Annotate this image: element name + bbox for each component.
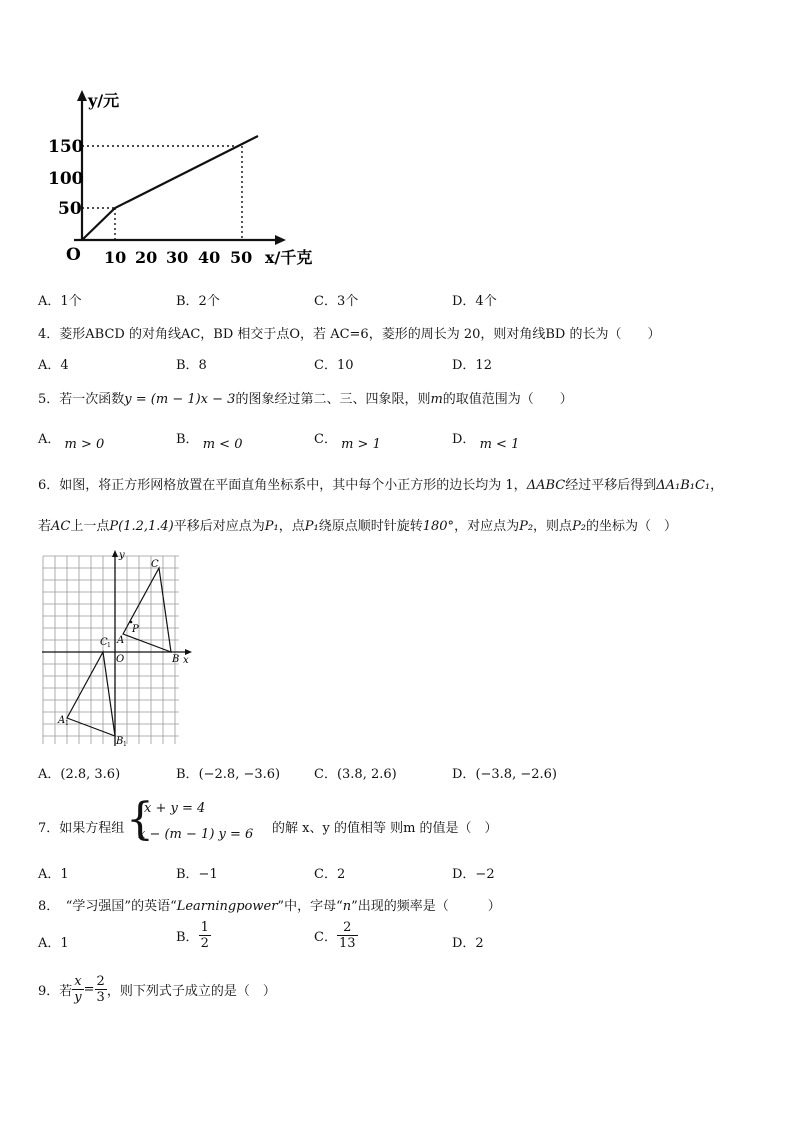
graph1-x-label: x/千克 [265, 248, 313, 267]
q7-eq2: x − (m − 1) y = 6 [138, 827, 254, 842]
q4-option-c[interactable]: C．10 [314, 358, 354, 373]
q6-p1: P₁ [264, 519, 279, 534]
graph1-y-label: y/元 [88, 91, 120, 110]
q5-option-b-label: B． [176, 432, 199, 447]
q7-option-c[interactable]: C．2 [314, 867, 346, 882]
q6-option-a-label: A． [38, 767, 61, 782]
q6-line1a: 6．如图，将正方形网格放置在平面直角坐标系中，其中每个小正方形的边长均为 1， [38, 478, 527, 493]
q5-middle: 的图象经过第二、三、四象限，则 [235, 392, 431, 407]
price-weight-graph [48, 88, 330, 273]
q6-option-b[interactable] [176, 763, 280, 782]
q8-option-c-den: 13 [338, 936, 356, 951]
graph1-function-line [82, 136, 258, 240]
q6-option-d-label: D． [452, 767, 476, 782]
q6-label-a: A [117, 635, 125, 646]
graph1-origin: O [66, 245, 81, 265]
q5-prefix: 5．若一次函数 [38, 392, 125, 407]
q5-option-c-value: m > 1 [341, 437, 381, 452]
graph1-ytick-50: 50 [58, 199, 82, 219]
q7-option-a[interactable]: A．1 [38, 867, 69, 882]
q8-middle: ”中，字母“ [277, 899, 343, 914]
q7-prefix: 7．如果方程组 [38, 821, 125, 836]
q6-line2e: 绕原点顺时针旋转 [318, 519, 423, 534]
q7-option-b[interactable]: B．−1 [176, 867, 218, 882]
q6-p2b: P₂ [572, 519, 587, 534]
q6-question-line2 [38, 515, 677, 534]
q8-option-c[interactable] [314, 920, 358, 951]
graph1-xtick-30: 30 [166, 248, 189, 267]
q6-label-b1-sub: 1 [123, 741, 127, 748]
q6-line1b: 经过平移后得到 [565, 478, 657, 493]
q5-option-b-value: m < 0 [202, 437, 243, 452]
q8-option-c-fraction [337, 920, 358, 951]
q4-option-a[interactable]: A．4 [38, 358, 69, 373]
q9-prefix: 9．若 [38, 984, 73, 999]
graph1-xtick-20: 20 [135, 248, 158, 267]
graph1-x-arrow [275, 235, 286, 245]
q8-letter: n [342, 899, 352, 914]
q5-option-c[interactable] [314, 428, 381, 452]
q9-den1: y [74, 990, 82, 1005]
q5-option-d-value: m < 1 [479, 437, 520, 452]
q6-label-c1: C [100, 637, 108, 648]
graph1-y-arrow [77, 90, 87, 101]
q8-option-c-label: C． [314, 930, 337, 945]
q7-eq1: x + y = 4 [144, 801, 206, 816]
q9-question [38, 974, 276, 1005]
graph1-ytick-100: 100 [48, 169, 84, 189]
q8-suffix: ”出现的频率是（ ） [351, 899, 501, 914]
q8-option-d[interactable]: D．2 [452, 936, 484, 951]
q8-option-b-fraction [199, 920, 211, 951]
q6-label-c1-sub: 1 [107, 642, 111, 649]
q6-label-a1: A [58, 715, 66, 726]
q8-option-b-num: 1 [200, 920, 209, 935]
q6-label-o: O [116, 654, 125, 665]
q4-option-d[interactable]: D．12 [452, 358, 492, 373]
q4-question: 4．菱形ABCD 的对角线AC，BD 相交于点O，若 AC=6，菱形的周长为 20，则对角线BD 的长为（ ） [38, 327, 661, 342]
q6-grid-figure [42, 548, 192, 746]
q6-label-b: B [172, 654, 180, 665]
q6-option-c-value: (3.8, 2.6) [336, 767, 397, 782]
point-p [130, 621, 133, 624]
q5-option-d[interactable] [452, 428, 520, 452]
q6-y-arrow [112, 550, 118, 557]
q6-line2a: 若 [38, 519, 52, 534]
q6-option-a[interactable] [38, 763, 120, 782]
q6-line2d: ，点 [278, 519, 305, 534]
triangle-abc [123, 568, 171, 652]
q7-brace: { [126, 794, 154, 845]
q6-point: P(1.2,1.4) [109, 519, 174, 534]
q6-option-d-value: (−3.8, −2.6) [475, 767, 557, 782]
q8-prefix: 8． “学习强国”的英语“ [38, 899, 177, 914]
q8-option-a[interactable]: A．1 [38, 936, 69, 951]
q9-eq: = [83, 982, 95, 997]
q9-num1: x [72, 974, 83, 990]
q4-option-b[interactable]: B．8 [176, 358, 207, 373]
q6-line2f: ，对应点为 [454, 519, 520, 534]
q6-label-p: P [132, 624, 139, 635]
q6-label-y: y [119, 550, 125, 561]
q7-suffix: 的解 x、y 的值相等 则m 的值是（ ） [272, 821, 498, 836]
graph1-xtick-50: 50 [230, 248, 253, 267]
q9-den2: 3 [96, 990, 105, 1005]
q9-num2: 2 [96, 974, 105, 989]
graph1-xtick-10: 10 [104, 248, 127, 267]
q5-option-a-label: A． [38, 432, 61, 447]
q8-question [38, 895, 501, 914]
q6-line2h: 的坐标为（ ） [586, 519, 678, 534]
q3-option-a[interactable]: A．1个 [38, 294, 82, 309]
q6-tri1: ΔABC [526, 478, 566, 493]
q6-option-a-value: (2.8, 3.6) [60, 767, 121, 782]
q6-angle: 180° [422, 519, 455, 534]
q6-option-b-label: B． [176, 767, 199, 782]
q5-suffix: 的取值范围为（ ） [442, 392, 573, 407]
q6-option-d[interactable] [452, 763, 557, 782]
q3-option-d[interactable]: D．4个 [452, 294, 497, 309]
q6-label-c: C [151, 559, 159, 570]
q6-label-b1: B [116, 736, 124, 747]
q5-option-c-label: C． [314, 432, 337, 447]
q8-word: Learningpower [176, 899, 278, 914]
q6-line2b: 上一点 [70, 519, 110, 534]
q6-line1c: ， [710, 478, 724, 493]
q8-option-c-num: 2 [337, 920, 358, 936]
q6-seg: AC [51, 519, 71, 534]
q6-label-x: x [183, 655, 189, 666]
q9-fraction-23 [95, 974, 107, 1005]
q5-question [38, 388, 573, 407]
q5-var: m [430, 392, 443, 407]
q6-option-c-label: C． [314, 767, 337, 782]
q8-option-b-label: B． [176, 930, 199, 945]
q6-p1b: P₁ [304, 519, 319, 534]
q5-option-a[interactable] [38, 428, 105, 452]
q8-option-b[interactable] [176, 920, 211, 951]
q5-option-b[interactable] [176, 428, 243, 452]
q6-line2c: 平移后对应点为 [173, 519, 265, 534]
q6-option-b-value: (−2.8, −3.6) [198, 767, 281, 782]
q6-question-line1 [38, 474, 723, 493]
q6-option-c[interactable] [314, 763, 397, 782]
q7-option-d[interactable]: D．−2 [452, 867, 495, 882]
q9-fraction-xy [72, 974, 83, 1005]
q6-tri2: ΔA₁B₁C₁ [656, 478, 711, 493]
q3-option-c[interactable]: C．3个 [314, 294, 359, 309]
graph1-ytick-150: 150 [48, 137, 84, 157]
q9-suffix: ，则下列式子成立的是（ ） [106, 984, 276, 999]
q5-option-a-value: m > 0 [64, 437, 105, 452]
q6-p2: P₂ [519, 519, 534, 534]
q3-option-b[interactable]: B．2个 [176, 294, 220, 309]
q5-option-d-label: D． [452, 432, 476, 447]
q6-label-a1-sub: 1 [65, 720, 69, 727]
q6-line2g: ，则点 [533, 519, 573, 534]
q8-option-b-den: 2 [200, 936, 209, 951]
graph1-xtick-40: 40 [198, 248, 221, 267]
q5-formula: y = (m − 1)x − 3 [124, 392, 236, 407]
